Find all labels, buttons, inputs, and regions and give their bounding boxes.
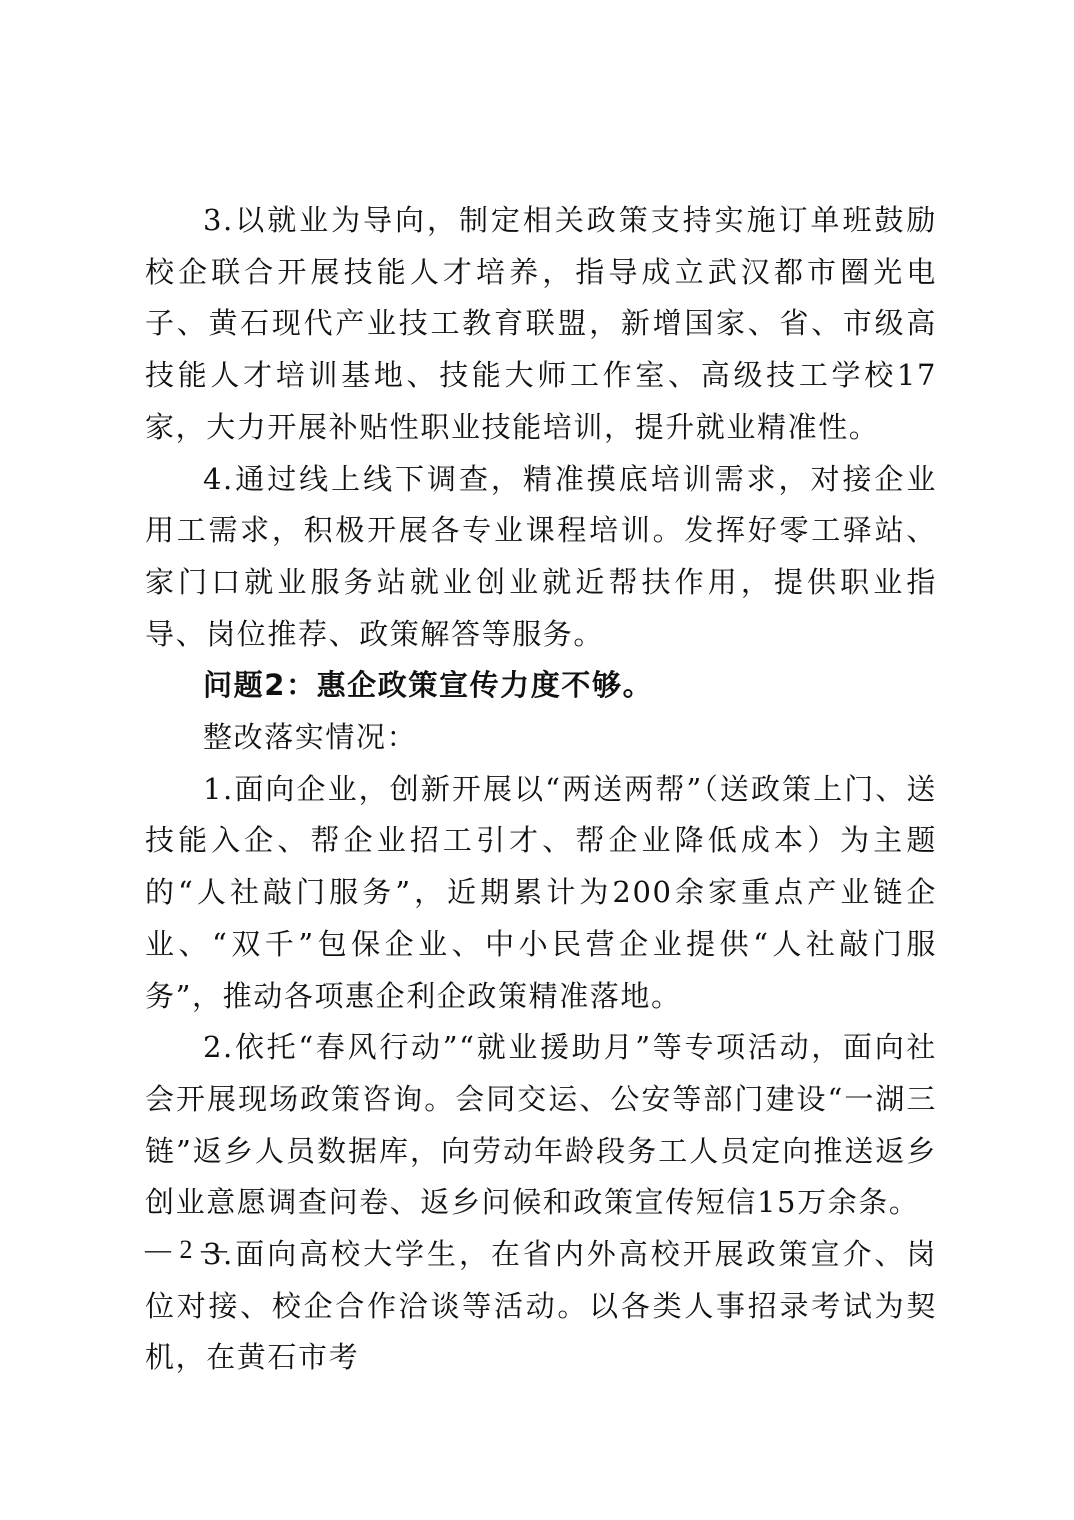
paragraph-item-4: 4.通过线上线下调查，精准摸底培训需求，对接企业用工需求，积极开展各专业课程培训。发挥好零工驿站、家门口就业服务站就业创业就近帮扶作用，提供职业指导、岗位推荐、政策解答等服务。 (145, 461, 937, 651)
paragraph-item-1: 1.面向企业，创新开展以“两送两帮”（送政策上门、送技能入企、帮企业招工引才、帮企业降低成本）为主题的“人社敲门服务”，近期累计为200余家重点产业链企业、“双千”包保企业、中小民营企业提供“人社敲门服务”，推动各项惠企利企政策精准落地。 (145, 771, 937, 1013)
page-number: — 2 — (145, 1235, 228, 1264)
issue-heading: 问题2：惠企政策宣传力度不够。 (203, 668, 654, 703)
paragraph-item-3: 3.以就业为导向，制定相关政策支持实施订单班鼓励校企联合开展技能人才培养，指导成立武汉都市圈光电子、黄石现代产业技工教育联盟，新增国家、省、市级高技能人才培训基地、技能大师工作室、高级技工学校17家，大力开展补贴性职业技能培训，提升就业精准性。 (145, 203, 937, 444)
paragraph-item-2: 2.依托“春风行动”“就业援助月”等专项活动，面向社会开展现场政策咨询。会同交运、公安等部门建设“一湖三链”返乡人员数据库，向劳动年龄段务工人员定向推送返乡创业意愿调查问卷、返乡问候和政策宣传短信15万余条。 (145, 1030, 937, 1220)
rectification-label: 整改落实情况： (203, 720, 418, 755)
document-body (145, 195, 937, 1384)
paragraph-item-3-continued: 3.面向高校大学生，在省内外高校开展政策宣介、岗位对接、校企合作洽谈等活动。以各类人事招录考试为契机，在黄石市考 (145, 1237, 937, 1375)
